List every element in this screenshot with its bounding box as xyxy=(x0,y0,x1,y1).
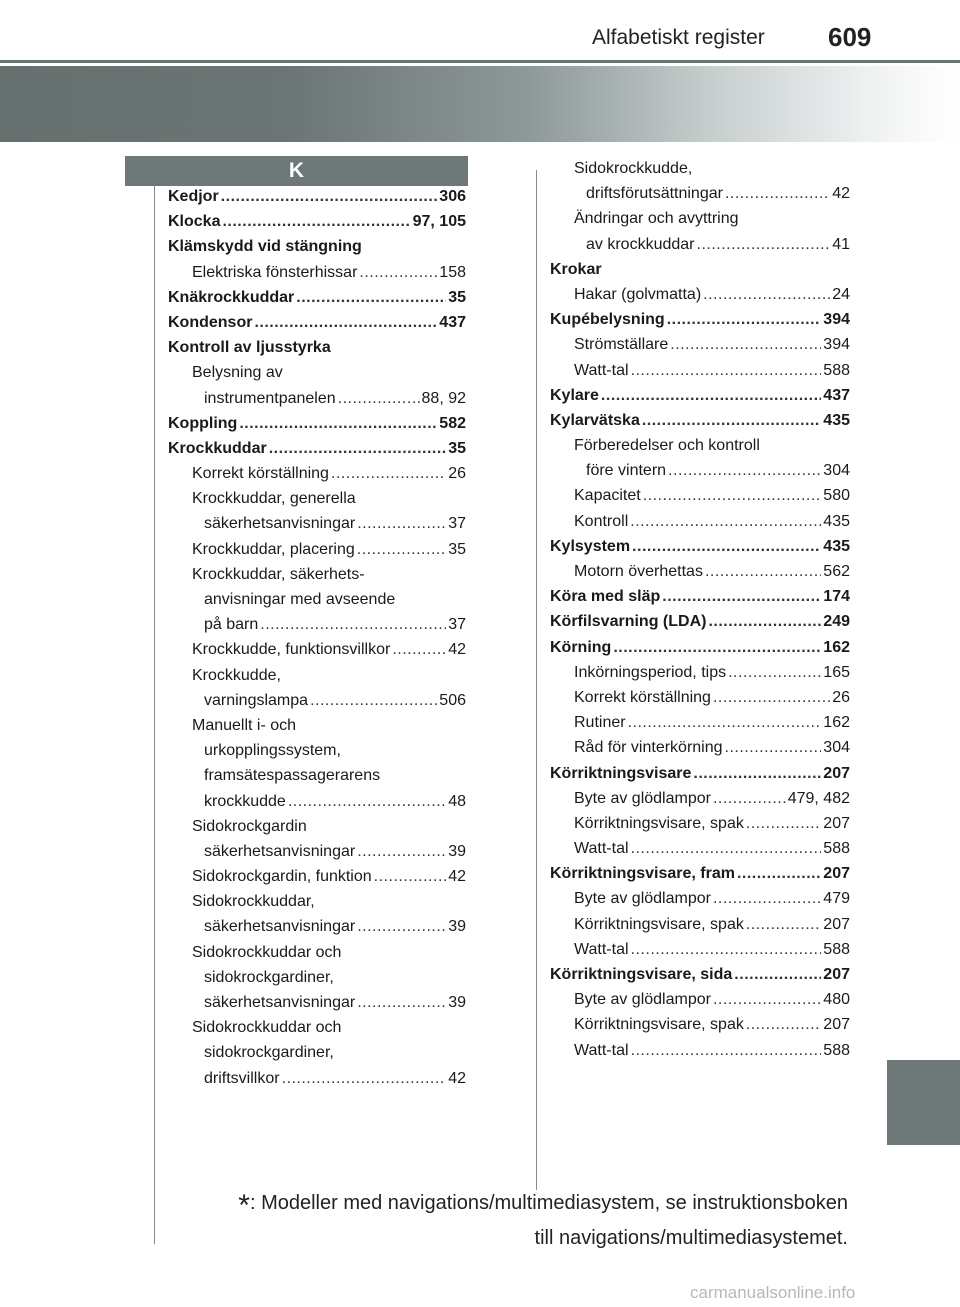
index-entry-page: 506 xyxy=(439,691,466,709)
index-entry xyxy=(550,840,850,865)
dot-leader xyxy=(631,1042,822,1060)
index-entry-term: Körriktningsvisare, spak xyxy=(574,814,744,832)
index-entry-term: Watt-tal xyxy=(574,840,629,858)
index-entry xyxy=(550,588,850,613)
index-entry xyxy=(168,667,466,692)
dot-leader xyxy=(222,213,410,231)
index-entry-page: 42 xyxy=(448,868,466,886)
index-entry-term: anvisningar med avseende xyxy=(204,591,396,608)
column-divider xyxy=(536,170,537,1190)
index-entry xyxy=(550,1042,850,1067)
index-entry xyxy=(550,941,850,966)
dot-leader xyxy=(331,465,446,483)
index-entry-term: Krockkuddar, placering xyxy=(192,540,355,558)
index-entry xyxy=(168,868,466,893)
index-entry-term: av krockkuddar xyxy=(586,235,695,253)
index-entry-term: Manuellt i- och xyxy=(192,716,297,734)
index-entry xyxy=(168,264,466,289)
index-entry-term: Kondensor xyxy=(168,313,253,331)
dot-leader xyxy=(338,390,420,408)
index-entry-term: Koppling xyxy=(168,414,238,432)
dot-leader xyxy=(254,314,437,332)
header-rule xyxy=(0,60,960,63)
index-entry-term: Klocka xyxy=(168,213,221,231)
dot-leader xyxy=(357,918,446,936)
index-entry-term: Belysning av xyxy=(192,364,283,382)
index-entry xyxy=(550,916,850,941)
index-entry-term: på barn xyxy=(204,616,259,634)
dot-leader xyxy=(260,616,446,634)
index-entry xyxy=(168,364,466,389)
index-entry xyxy=(168,969,466,994)
index-entry-page: 162 xyxy=(823,638,850,656)
index-entry xyxy=(168,314,466,339)
index-column-right xyxy=(550,160,850,1067)
index-entry xyxy=(550,739,850,764)
index-entry-page: 304 xyxy=(823,739,850,757)
index-entry-term: Knäkrockkuddar xyxy=(168,288,295,306)
index-entry-term: Kontroll xyxy=(574,512,629,530)
index-entry xyxy=(550,210,850,235)
index-entry-term: Körfilsvarning (LDA) xyxy=(550,613,707,631)
index-entry xyxy=(550,412,850,437)
dot-leader xyxy=(668,462,821,480)
index-entry xyxy=(168,893,466,918)
dot-leader xyxy=(630,513,821,531)
dot-leader xyxy=(221,188,438,206)
index-entry-term: Watt-tal xyxy=(574,940,629,958)
index-entry-page: 35 xyxy=(448,540,466,558)
index-entry xyxy=(168,591,466,616)
dot-leader xyxy=(632,538,821,556)
dot-leader xyxy=(631,941,822,959)
index-entry xyxy=(550,336,850,361)
index-entry xyxy=(168,339,466,364)
index-entry-page: 394 xyxy=(823,336,850,354)
index-entry-page: 162 xyxy=(823,714,850,732)
index-entry-term: instrumentpanelen xyxy=(204,389,336,407)
index-entry xyxy=(550,286,850,311)
index-entry-term: Körriktningsvisare xyxy=(550,764,692,782)
index-entry-page: 174 xyxy=(823,588,850,606)
index-entry-page: 480 xyxy=(823,991,850,1009)
index-entry-term: säkerhetsanvisningar xyxy=(204,515,356,533)
index-column-left xyxy=(168,188,466,1095)
index-entry-term: varningslampa xyxy=(204,691,309,709)
watermark: carmanualsonline.info xyxy=(690,1283,856,1302)
index-entry xyxy=(168,1070,466,1095)
index-entry xyxy=(168,767,466,792)
index-entry xyxy=(550,790,850,815)
index-entry-term: Sidokrockkuddar, xyxy=(192,893,315,911)
index-entry-page: 97, 105 xyxy=(412,213,466,231)
index-entry-page: 207 xyxy=(823,966,850,983)
index-entry xyxy=(168,641,466,666)
index-entry-page: 42 xyxy=(448,641,466,659)
index-entry-term: Hakar (golvmatta) xyxy=(574,285,702,303)
index-entry-page: 158 xyxy=(439,263,466,281)
index-entry xyxy=(550,890,850,915)
index-entry-page: 39 xyxy=(448,842,466,860)
dot-leader xyxy=(713,890,821,908)
index-entry-page: 435 xyxy=(823,512,850,530)
dot-leader xyxy=(737,865,821,883)
index-entry-term: Kapacitet xyxy=(574,487,641,505)
dot-leader xyxy=(357,994,446,1012)
index-entry-page: 435 xyxy=(823,411,850,429)
index-entry xyxy=(168,843,466,868)
index-entry-page: 37 xyxy=(448,616,466,634)
index-entry-term: säkerhetsanvisningar xyxy=(204,918,356,936)
index-entry-term: Krockkudde, xyxy=(192,666,281,684)
index-entry-page: 479, 482 xyxy=(787,789,850,807)
index-entry xyxy=(168,213,466,238)
index-entry-term: Sidokrockgardin xyxy=(192,817,307,835)
index-entry xyxy=(168,541,466,566)
index-entry-term: Kupébelysning xyxy=(550,311,665,329)
index-entry xyxy=(168,742,466,767)
index-entry xyxy=(168,793,466,818)
index-entry-page: 394 xyxy=(823,311,850,329)
index-entry-term: Byte av glödlampor xyxy=(574,789,711,807)
index-entry-term: Sidokrockgardin, funktion xyxy=(192,868,372,886)
index-entry xyxy=(550,462,850,487)
dot-leader xyxy=(708,613,821,631)
index-entry xyxy=(168,692,466,717)
dot-leader xyxy=(643,487,822,505)
index-entry xyxy=(550,815,850,840)
index-entry-term: Korrekt körställning xyxy=(574,688,711,706)
index-entry-page: 435 xyxy=(823,537,850,555)
index-entry-term: Förberedelser och kontroll xyxy=(574,437,760,455)
dot-leader xyxy=(713,689,830,707)
index-entry-page: 437 xyxy=(439,313,466,331)
index-entry-term: Klämskydd vid stängning xyxy=(168,238,362,256)
dot-leader xyxy=(359,264,437,282)
index-entry-page: 165 xyxy=(823,663,850,681)
index-entry xyxy=(550,966,850,991)
index-entry xyxy=(550,991,850,1016)
index-entry-page: 588 xyxy=(823,940,850,958)
dot-leader xyxy=(269,440,447,458)
dot-leader xyxy=(746,1016,821,1034)
section-letter-tab: K xyxy=(125,156,468,186)
dot-leader xyxy=(357,541,446,559)
index-entry-term: Inkörningsperiod, tips xyxy=(574,663,727,681)
index-entry-page: 42 xyxy=(832,185,850,203)
index-entry-page: 207 xyxy=(823,764,850,782)
index-entry xyxy=(168,390,466,415)
dot-leader xyxy=(734,966,821,984)
index-entry-term: framsätespassagerarens xyxy=(204,767,381,785)
dot-leader xyxy=(357,843,446,861)
index-entry-page: 39 xyxy=(448,918,466,936)
dot-leader xyxy=(728,664,821,682)
header-title: Alfabetiskt register xyxy=(592,26,765,49)
page-number: 609 xyxy=(828,22,872,52)
index-entry-term: driftsvillkor xyxy=(204,1069,280,1087)
index-entry-term: Råd för vinterkörning xyxy=(574,739,723,757)
index-entry-term: säkerhetsanvisningar xyxy=(204,842,356,860)
index-entry-page: 479 xyxy=(823,890,850,908)
index-entry xyxy=(550,1016,850,1041)
index-entry-page: 88, 92 xyxy=(421,389,466,407)
index-entry-term: Körriktningsvisare, spak xyxy=(574,1016,744,1034)
index-entry-page: 26 xyxy=(448,465,466,483)
dot-leader xyxy=(296,289,446,307)
index-entry xyxy=(168,238,466,263)
index-entry xyxy=(168,717,466,742)
index-entry-term: Köra med släp xyxy=(550,588,661,606)
index-entry-term: sidokrockgardiner, xyxy=(204,968,334,986)
index-entry-term: Körning xyxy=(550,638,612,656)
index-entry-page: 207 xyxy=(823,865,850,883)
index-entry xyxy=(168,188,466,213)
index-entry-term: Krokar xyxy=(550,260,602,278)
index-entry xyxy=(550,639,850,664)
index-entry-term: Strömställare xyxy=(574,336,669,354)
index-entry xyxy=(550,160,850,185)
index-entry-page: 207 xyxy=(823,1016,850,1034)
index-entry-page: 582 xyxy=(439,414,466,432)
dot-leader xyxy=(642,412,821,430)
index-entry xyxy=(168,566,466,591)
index-entry-term: säkerhetsanvisningar xyxy=(204,994,356,1011)
dot-leader xyxy=(746,815,821,833)
index-entry-page: 42 xyxy=(448,1069,466,1087)
index-entry-term: krockkudde xyxy=(204,792,286,810)
index-entry-page: 304 xyxy=(823,462,850,480)
left-column-rule xyxy=(154,186,155,1244)
index-entry-term: urkopplingssystem, xyxy=(204,742,341,760)
index-entry xyxy=(168,818,466,843)
index-entry xyxy=(550,261,850,286)
index-entry-page: 207 xyxy=(823,915,850,933)
index-entry-page: 588 xyxy=(823,361,850,379)
index-entry-term: Watt-tal xyxy=(574,1041,629,1059)
index-entry xyxy=(550,362,850,387)
dot-leader xyxy=(713,790,786,808)
index-entry xyxy=(168,415,466,440)
index-entry-term: Körriktningsvisare, sida xyxy=(550,966,733,983)
index-entry xyxy=(168,465,466,490)
dot-leader xyxy=(746,916,821,934)
index-entry-page: 41 xyxy=(832,235,850,253)
index-entry xyxy=(168,515,466,540)
index-entry xyxy=(168,918,466,943)
dot-leader xyxy=(670,336,821,354)
index-entry-term: driftsförutsättningar xyxy=(586,185,723,203)
dot-leader xyxy=(631,840,822,858)
index-entry-term: Kedjor xyxy=(168,188,219,205)
index-entry-term: Rutiner xyxy=(574,714,626,732)
index-entry-term: Krockkuddar xyxy=(168,439,267,457)
index-entry-page: 26 xyxy=(832,688,850,706)
index-entry-page: 35 xyxy=(448,288,466,306)
dot-leader xyxy=(282,1070,447,1088)
dot-leader xyxy=(374,868,447,886)
index-entry xyxy=(550,185,850,210)
index-entry-page: 588 xyxy=(823,1041,850,1059)
index-entry-term: Sidokrockkuddar och xyxy=(192,1019,342,1037)
index-entry-page: 37 xyxy=(448,515,466,533)
index-entry-term: före vintern xyxy=(586,462,667,480)
index-entry-term: Sidokrockkuddar och xyxy=(192,943,342,961)
index-entry-page: 580 xyxy=(823,487,850,505)
dot-leader xyxy=(288,793,446,811)
index-entry-page: 207 xyxy=(823,814,850,832)
index-entry xyxy=(550,865,850,890)
index-entry-page: 35 xyxy=(448,439,466,457)
index-entry xyxy=(550,714,850,739)
dot-leader xyxy=(667,311,822,329)
index-entry xyxy=(168,1019,466,1044)
index-entry-term: sidokrockgardiner, xyxy=(204,1044,334,1062)
dot-leader xyxy=(310,692,437,710)
dot-leader xyxy=(703,286,830,304)
index-entry-term: Sidokrockkudde, xyxy=(574,160,693,177)
dot-leader xyxy=(628,714,822,732)
index-entry xyxy=(168,440,466,465)
footnote-marker: * xyxy=(238,1189,250,1222)
index-entry-page: 306 xyxy=(439,188,466,205)
dot-leader xyxy=(357,515,446,533)
footnote xyxy=(148,1187,848,1254)
index-entry xyxy=(168,994,466,1019)
index-entry xyxy=(168,616,466,641)
index-entry-page: 39 xyxy=(448,994,466,1011)
index-entry xyxy=(168,944,466,969)
index-entry xyxy=(550,613,850,638)
index-entry-page: 437 xyxy=(823,386,850,404)
dot-leader xyxy=(239,415,437,433)
index-entry xyxy=(550,387,850,412)
dot-leader xyxy=(705,563,821,581)
index-entry-term: Motorn överhettas xyxy=(574,563,703,580)
index-entry-term: Elektriska fönsterhissar xyxy=(192,263,358,281)
index-entry xyxy=(550,236,850,261)
dot-leader xyxy=(697,236,831,254)
index-entry xyxy=(550,437,850,462)
index-entry-page: 562 xyxy=(823,563,850,580)
index-entry xyxy=(550,563,850,588)
index-entry-term: Kylare xyxy=(550,386,599,404)
index-entry xyxy=(168,490,466,515)
dot-leader xyxy=(392,641,446,659)
index-entry-term: Kylsystem xyxy=(550,537,631,555)
index-entry-term: Krockkuddar, generella xyxy=(192,490,356,508)
index-entry xyxy=(550,538,850,563)
index-entry-term: Byte av glödlampor xyxy=(574,890,711,908)
dot-leader xyxy=(725,739,822,757)
dot-leader xyxy=(713,991,821,1009)
index-entry-term: Körriktningsvisare, spak xyxy=(574,915,744,933)
index-entry xyxy=(550,513,850,538)
index-entry-term: Watt-tal xyxy=(574,361,629,379)
index-entry xyxy=(550,664,850,689)
index-entry-term: Krockkudde, funktionsvillkor xyxy=(192,641,391,659)
index-entry xyxy=(550,765,850,790)
dot-leader xyxy=(613,639,821,657)
index-entry xyxy=(550,311,850,336)
index-entry xyxy=(550,487,850,512)
footnote-line-2: till navigations/multimediasystemet. xyxy=(534,1227,848,1249)
dot-leader xyxy=(662,588,821,606)
header-band xyxy=(0,66,960,142)
index-entry xyxy=(550,689,850,714)
index-entry-page: 249 xyxy=(823,613,850,631)
dot-leader xyxy=(693,765,821,783)
index-entry-term: Korrekt körställning xyxy=(192,465,329,483)
dot-leader xyxy=(601,387,821,405)
index-entry-term: Körriktningsvisare, fram xyxy=(550,865,735,883)
footnote-line-1: : Modeller med navigations/multimediasystem, se instruktionsboken xyxy=(249,1192,848,1214)
index-entry-term: Ändringar och avyttring xyxy=(574,210,739,228)
index-entry xyxy=(168,1044,466,1069)
thumb-index-tab xyxy=(887,1060,960,1145)
index-entry-page: 588 xyxy=(823,840,850,858)
index-entry-page: 48 xyxy=(448,792,466,810)
index-entry-page: 24 xyxy=(832,285,850,303)
dot-leader xyxy=(631,362,822,380)
index-entry-term: Byte av glödlampor xyxy=(574,991,711,1009)
index-entry xyxy=(168,289,466,314)
index-entry-term: Krockkuddar, säkerhets- xyxy=(192,565,365,583)
dot-leader xyxy=(725,185,830,203)
index-entry-term: Kontroll av ljusstyrka xyxy=(168,339,331,357)
index-entry-term: Kylarvätska xyxy=(550,411,640,429)
